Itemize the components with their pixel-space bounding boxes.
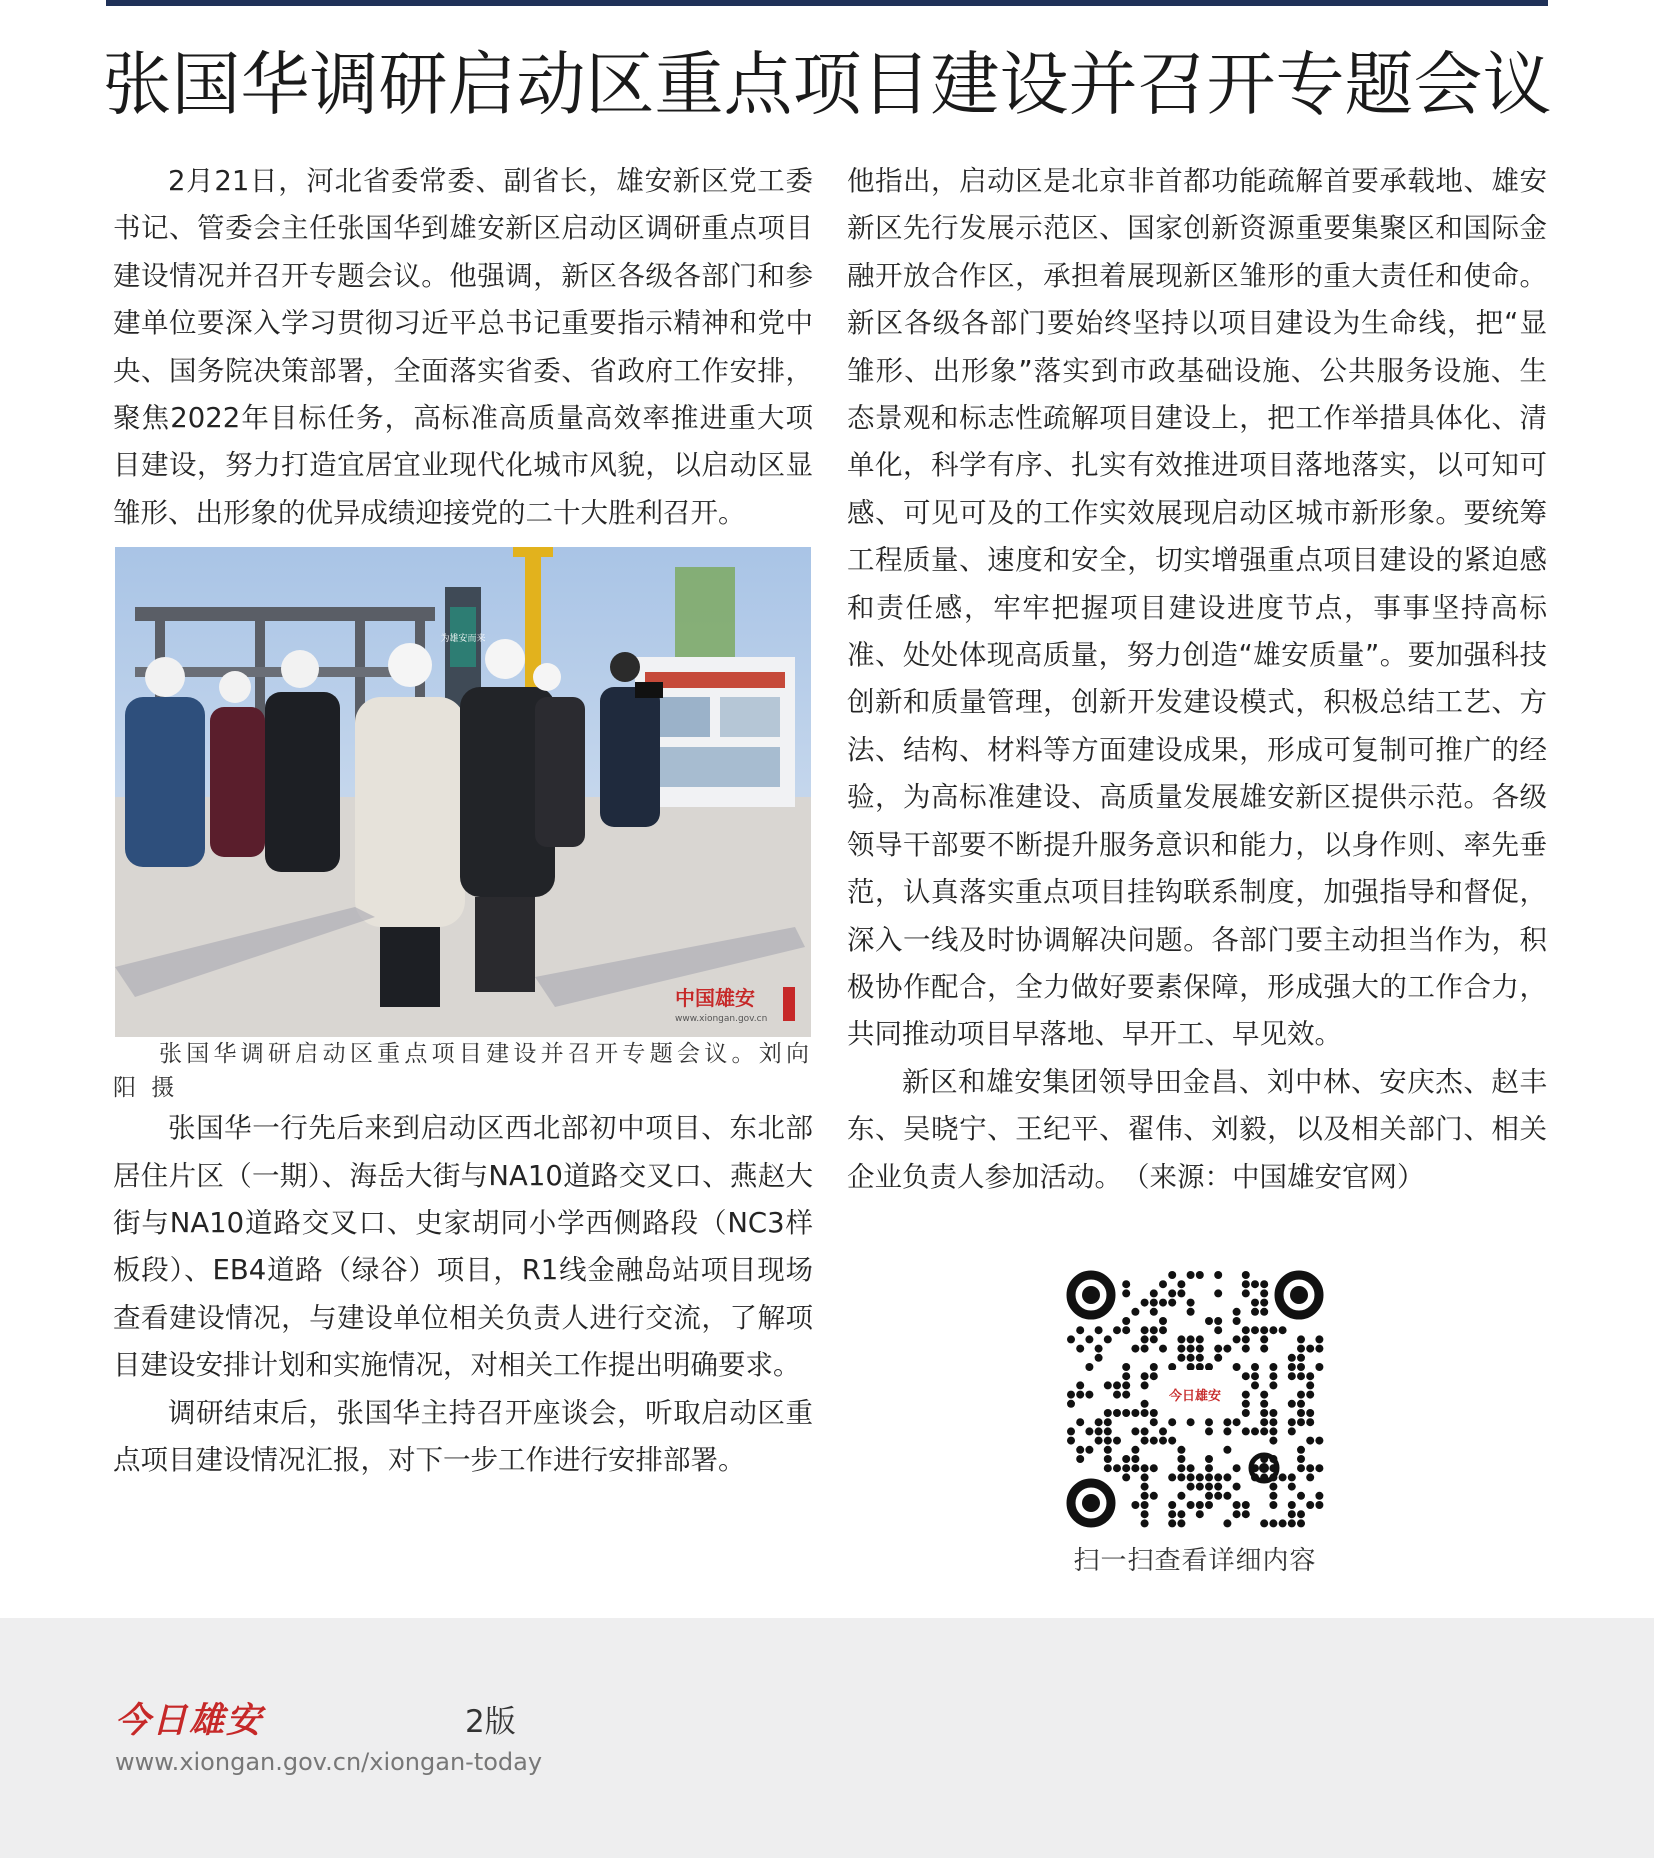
qr-dot (1168, 1299, 1176, 1307)
qr-dot (1141, 1510, 1149, 1518)
qr-dot (1223, 1446, 1231, 1454)
qr-dot (1150, 1464, 1158, 1472)
qr-dot (1214, 1473, 1222, 1481)
qr-dot (1288, 1519, 1296, 1527)
qr-center-logo: 今日雄安 (1168, 1389, 1222, 1404)
qr-dot (1288, 1354, 1296, 1362)
qr-dot (1095, 1418, 1103, 1426)
page-number: 2版 (465, 1704, 516, 1740)
qr-dot (1177, 1455, 1185, 1463)
qr-dot (1177, 1446, 1185, 1454)
qr-dot (1214, 1483, 1222, 1491)
qr-dot (1150, 1326, 1158, 1334)
qr-dot (1141, 1437, 1149, 1445)
qr-dot (1085, 1446, 1093, 1454)
qr-dot (1214, 1354, 1222, 1362)
qr-dot (1131, 1446, 1139, 1454)
qr-dot (1251, 1427, 1259, 1435)
qr-dot (1141, 1400, 1149, 1408)
qr-dot (1297, 1409, 1305, 1417)
qr-dot (1085, 1427, 1093, 1435)
qr-dot (1223, 1427, 1231, 1435)
qr-dot (1242, 1335, 1250, 1343)
qr-dot (1214, 1345, 1222, 1353)
qr-dot (1260, 1418, 1268, 1426)
footer-url[interactable]: www.xiongan.gov.cn/xiongan-today (115, 1748, 543, 1776)
qr-dot (1141, 1299, 1149, 1307)
qr-dot (1269, 1437, 1277, 1445)
qr-dot (1177, 1473, 1185, 1481)
qr-dot (1168, 1519, 1176, 1527)
article-headline: 张国华调研启动区重点项目建设并召开专题会议 (102, 45, 1552, 125)
qr-dot (1196, 1354, 1204, 1362)
qr-dot (1196, 1345, 1204, 1353)
qr-dot (1196, 1510, 1204, 1518)
qr-dot (1159, 1326, 1167, 1334)
qr-dot (1315, 1363, 1323, 1371)
qr-dot (1141, 1427, 1149, 1435)
qr-dot (1122, 1473, 1130, 1481)
qr-dot (1205, 1455, 1213, 1463)
photo-illustration (115, 547, 811, 1037)
qr-dot (1122, 1381, 1130, 1389)
qr-dot (1150, 1409, 1158, 1417)
qr-dot (1141, 1473, 1149, 1481)
qr-dot (1187, 1418, 1195, 1426)
qr-dot (1288, 1372, 1296, 1380)
qr-dot (1205, 1473, 1213, 1481)
qr-dot (1233, 1363, 1241, 1371)
qr-dot (1159, 1437, 1167, 1445)
article-paragraph: 他指出，启动区是北京非首都功能疏解首要承载地、雄安新区先行发展示范区、国家创新资源重要集聚区和国际金融开放合作区，承担着展现新区雏形的重大责任和使命。新区各级各部门要始终坚持以项目建设为生命线，把“显雏形、出形象”落实到市政基础设施、公共服务设施、生态景观和标志性疏解项目建设上，把工作举措具体化、清单化，科学有序、扎实有效推进项目落地落实，以可知可感、可见可及的工作实效展现启动区城市新形象。要统筹工程质量、速度和安全，切实增强重点项目建设的紧迫感和责任感，牢牢把握项目建设进度节点，事事坚持高标准、处处体现高质量，努力创造“雄安质量”。要加强科技创新和质量管理，创新开发建设模式，积极总结工艺、方法、结构、材料等方面建设成果，形成可复制可推广的经验，为高标准建设、高质量发展雄安新区提供示范。各级领导干部要不断提升服务意识和能力，以身作则、率先垂范，认真落实重点项目挂钩联系制度，加强指导和督促，深入一线及时协调解决问题。各部门要主动担当作为，积极协作配合，全力做好要素保障，形成强大的工作合力，共同推动项目早落地、早开工、早见效。 (847, 165, 1547, 1051)
qr-dot (1141, 1326, 1149, 1334)
qr-dot (1269, 1418, 1277, 1426)
qr-dot (1076, 1446, 1084, 1454)
qr-dot (1205, 1418, 1213, 1426)
qr-dot (1233, 1510, 1241, 1518)
qr-dot (1297, 1400, 1305, 1408)
qr-dot (1260, 1289, 1268, 1297)
qr-dot (1260, 1335, 1268, 1343)
qr-dot (1122, 1363, 1130, 1371)
qr-dot (1131, 1308, 1139, 1316)
qr-dot (1141, 1409, 1149, 1417)
photo-sign-text: 为雄安而来 (440, 634, 486, 645)
qr-dot (1242, 1391, 1250, 1399)
qr-dot (1288, 1363, 1296, 1371)
qr-dot (1288, 1510, 1296, 1518)
qr-dot (1076, 1345, 1084, 1353)
qr-dot (1177, 1464, 1185, 1472)
qr-dot (1113, 1391, 1121, 1399)
qr-dot (1150, 1492, 1158, 1500)
qr-dot (1279, 1473, 1287, 1481)
qr-dot (1288, 1427, 1296, 1435)
qr-dot (1187, 1271, 1195, 1279)
qr-dot (1159, 1345, 1167, 1353)
qr-dot (1315, 1501, 1323, 1509)
qr-dot (1251, 1299, 1259, 1307)
qr-dot (1269, 1326, 1277, 1334)
qr-dot (1159, 1427, 1167, 1435)
photo-seal (783, 987, 795, 1021)
top-rule (106, 0, 1548, 6)
qr-dot (1122, 1464, 1130, 1472)
qr-dot (1269, 1372, 1277, 1380)
qr-dot (1297, 1363, 1305, 1371)
qr-dot (1113, 1326, 1121, 1334)
qr-dot (1150, 1335, 1158, 1343)
qr-dot (1242, 1510, 1250, 1518)
qr-dot (1104, 1437, 1112, 1445)
photo-caption: 张国华调研启动区重点项目建设并召开专题会议。刘向阳 摄 (113, 1041, 813, 1102)
qr-dot (1233, 1317, 1241, 1325)
qr-dot (1131, 1455, 1139, 1463)
qr-dot (1159, 1299, 1167, 1307)
qr-dot (1260, 1400, 1268, 1408)
qr-dot (1297, 1464, 1305, 1472)
qr-dot (1288, 1418, 1296, 1426)
qr-dot (1131, 1409, 1139, 1417)
qr-dot (1177, 1289, 1185, 1297)
qr-dot (1187, 1464, 1195, 1472)
qr-dot (1233, 1308, 1241, 1316)
qr-dot (1260, 1280, 1268, 1288)
qr-dot (1141, 1492, 1149, 1500)
qr-dot (1260, 1427, 1268, 1435)
qr-dot (1095, 1427, 1103, 1435)
qr-dot (1297, 1372, 1305, 1380)
qr-dot (1095, 1345, 1103, 1353)
qr-dot (1269, 1363, 1277, 1371)
qr-dot (1122, 1280, 1130, 1288)
qr-dot (1306, 1437, 1314, 1445)
qr-dot (1306, 1345, 1314, 1353)
qr-dot (1260, 1345, 1268, 1353)
qr-dot (1242, 1409, 1250, 1417)
qr-dot (1260, 1326, 1268, 1334)
qr-dot (1260, 1409, 1268, 1417)
qr-dot (1269, 1492, 1277, 1500)
qr-dot (1242, 1271, 1250, 1279)
article-paragraph: 调研结束后，张国华主持召开座谈会，听取启动区重点项目建设情况汇报，对下一步工作进行安排部署。 (113, 1396, 813, 1477)
qr-dot (1315, 1335, 1323, 1343)
qr-dot (1104, 1418, 1112, 1426)
qr-dot (1306, 1473, 1314, 1481)
qr-dot (1288, 1400, 1296, 1408)
qr-dot (1233, 1418, 1241, 1426)
qr-dot (1150, 1437, 1158, 1445)
qr-dot (1251, 1363, 1259, 1371)
qr-dot (1260, 1391, 1268, 1399)
qr-dot (1187, 1354, 1195, 1362)
qr-label: 扫一扫查看详细内容 (1073, 1546, 1317, 1576)
qr-dot (1223, 1519, 1231, 1527)
qr-dot (1205, 1501, 1213, 1509)
qr-dot (1131, 1501, 1139, 1509)
qr-dot (1233, 1501, 1241, 1509)
qr-dot (1251, 1381, 1259, 1389)
qr-dot (1168, 1510, 1176, 1518)
qr-dot (1269, 1501, 1277, 1509)
qr-dot (1187, 1308, 1195, 1316)
qr-dot (1196, 1271, 1204, 1279)
qr-dot (1187, 1473, 1195, 1481)
qr-dot (1104, 1409, 1112, 1417)
qr-dot (1131, 1345, 1139, 1353)
qr-dot (1113, 1381, 1121, 1389)
qr-dot (1251, 1326, 1259, 1334)
qr-dot (1122, 1391, 1130, 1399)
qr-dot (1223, 1418, 1231, 1426)
qr-dot (1085, 1335, 1093, 1343)
qr-dot (1297, 1418, 1305, 1426)
qr-dot (1297, 1391, 1305, 1399)
qr-dot (1076, 1326, 1084, 1334)
qr-dot (1141, 1381, 1149, 1389)
qr-dot (1076, 1455, 1084, 1463)
qr-dot (1067, 1427, 1075, 1435)
qr-dot (1067, 1335, 1075, 1343)
qr-dot (1150, 1289, 1158, 1297)
qr-dot (1168, 1271, 1176, 1279)
qr-dot (1196, 1483, 1204, 1491)
qr-dot (1306, 1381, 1314, 1389)
qr-dot (1150, 1299, 1158, 1307)
qr-dot (1187, 1335, 1195, 1343)
qr-dot (1315, 1492, 1323, 1500)
qr-dot (1150, 1308, 1158, 1316)
qr-dot (1177, 1510, 1185, 1518)
qr-dot (1251, 1280, 1259, 1288)
qr-dot (1085, 1363, 1093, 1371)
left-column (113, 158, 813, 1485)
qr-dot (1260, 1308, 1268, 1316)
qr-dot (1187, 1483, 1195, 1491)
qr-dot (1187, 1345, 1195, 1353)
qr-dot (1196, 1363, 1204, 1371)
qr-dot (1104, 1446, 1112, 1454)
qr-dot (1251, 1372, 1259, 1380)
qr-dot (1297, 1510, 1305, 1518)
qr-dot (1242, 1372, 1250, 1380)
qr-dot (1297, 1455, 1305, 1463)
qr-dot (1297, 1335, 1305, 1343)
qr-dot (1168, 1501, 1176, 1509)
qr-dot (1141, 1483, 1149, 1491)
qr-dot (1122, 1455, 1130, 1463)
article-paragraph: 张国华一行先后来到启动区西北部初中项目、东北部居住片区（一期）、海岳大街与NA10道路交叉口、燕赵大街与NA10道路交叉口、史家胡同小学西侧路段（NC3样板段）、EB4道路（绿谷）项目，R1线金融岛站项目现场查看建设情况，与建设单位相关负责人进行交流，了解项目建设安排计划和实施情况，对相关工作提出明确要求。 (113, 1112, 813, 1382)
qr-dot (1168, 1289, 1176, 1297)
qr-dot (1297, 1446, 1305, 1454)
qr-dot (1306, 1418, 1314, 1426)
qr-dot (1196, 1501, 1204, 1509)
qr-dot (1279, 1326, 1287, 1334)
qr-dot (1269, 1519, 1277, 1527)
qr-dot (1141, 1345, 1149, 1353)
qr-dot (1205, 1427, 1213, 1435)
article-paragraph: 新区和雄安集团领导田金昌、刘中林、安庆杰、赵丰东、吴晓宁、王纪平、翟伟、刘毅，以及相关部门、相关企业负责人参加活动。 （来源：中国雄安官网） (847, 1065, 1547, 1193)
qr-dot (1141, 1501, 1149, 1509)
qr-dot (1104, 1381, 1112, 1389)
qr-dot (1205, 1317, 1213, 1325)
qr-dot (1315, 1345, 1323, 1353)
qr-dot (1187, 1363, 1195, 1371)
qr-dot (1168, 1437, 1176, 1445)
qr-dot (1242, 1427, 1250, 1435)
qr-dot (1205, 1483, 1213, 1491)
qr-dot (1242, 1501, 1250, 1509)
qr-dot (1242, 1326, 1250, 1334)
qr-dot (1196, 1335, 1204, 1343)
qr-dot (1141, 1464, 1149, 1472)
qr-dot (1122, 1372, 1130, 1380)
qr-dot (1306, 1372, 1314, 1380)
qr-dot (1141, 1372, 1149, 1380)
qr-dot (1205, 1363, 1213, 1371)
qr-dot (1223, 1473, 1231, 1481)
qr-dot (1122, 1289, 1130, 1297)
qr-dot (1223, 1492, 1231, 1500)
qr-dot (1251, 1308, 1259, 1316)
qr-code-block[interactable] (1060, 1270, 1330, 1577)
qr-dot (1168, 1473, 1176, 1481)
qr-dot (1288, 1473, 1296, 1481)
qr-dot (1150, 1372, 1158, 1380)
qr-dot (1159, 1317, 1167, 1325)
qr-dot (1214, 1326, 1222, 1334)
qr-dot (1113, 1409, 1121, 1417)
qr-dot (1269, 1427, 1277, 1435)
qr-dot (1306, 1501, 1314, 1509)
qr-dot (1205, 1492, 1213, 1500)
qr-dot (1196, 1473, 1204, 1481)
qr-dot (1113, 1437, 1121, 1445)
qr-dot (1306, 1409, 1314, 1417)
qr-dot (1214, 1492, 1222, 1500)
qr-dot (1095, 1354, 1103, 1362)
qr-dot (1104, 1455, 1112, 1463)
qr-dot (1076, 1381, 1084, 1389)
qr-dot (1269, 1483, 1277, 1491)
qr-dot (1187, 1501, 1195, 1509)
qr-dot (1122, 1409, 1130, 1417)
qr-dot (1242, 1345, 1250, 1353)
qr-dot (1279, 1519, 1287, 1527)
article-paragraph: 2月21日，河北省委常委、副省长，雄安新区党工委书记、管委会主任张国华到雄安新区启动区调研重点项目建设情况并召开专题会议。他强调，新区各级各部门和参建单位要深入学习贯彻习近平总书记重要指示精神和党中央、国务院决策部署，全面落实省委、省政府工作安排，聚焦2022年目标任务，高标准高质量高效率推进重大项目建设，努力打造宜居宜业现代化城市风貌，以启动区显雏形、出形象的优异成绩迎接党的二十大胜利召开。 (113, 165, 813, 529)
qr-dot (1233, 1335, 1241, 1343)
qr-dot (1288, 1483, 1296, 1491)
qr-dot (1288, 1501, 1296, 1509)
qr-dot (1297, 1519, 1305, 1527)
photo-watermark: 中国雄安 (675, 986, 755, 1011)
qr-dot (1177, 1345, 1185, 1353)
qr-dot (1177, 1280, 1185, 1288)
qr-dot (1297, 1492, 1305, 1500)
qr-dot (1223, 1345, 1231, 1353)
qr-dot (1095, 1326, 1103, 1334)
qr-dot (1131, 1427, 1139, 1435)
qr-dot (1242, 1289, 1250, 1297)
qr-dot (1233, 1464, 1241, 1472)
qr-dot (1085, 1391, 1093, 1399)
qr-dot (1242, 1400, 1250, 1408)
qr-dot (1205, 1464, 1213, 1472)
qr-dot (1076, 1391, 1084, 1399)
qr-dot (1242, 1280, 1250, 1288)
qr-dot (1122, 1326, 1130, 1334)
qr-dot (1076, 1418, 1084, 1426)
qr-dot (1233, 1483, 1241, 1491)
qr-dot (1306, 1391, 1314, 1399)
qr-dot (1067, 1400, 1075, 1408)
qr-dot (1177, 1335, 1185, 1343)
qr-dot (1095, 1437, 1103, 1445)
qr-dot (1113, 1464, 1121, 1472)
qr-dot (1260, 1299, 1268, 1307)
page-footer (0, 1618, 1654, 1858)
qr-dot (1141, 1335, 1149, 1343)
qr-code[interactable] (1066, 1270, 1324, 1528)
qr-dot (1131, 1464, 1139, 1472)
qr-dot (1214, 1317, 1222, 1325)
qr-dot (1306, 1464, 1314, 1472)
qr-dot (1150, 1363, 1158, 1371)
article-photo (115, 547, 811, 1037)
qr-dot (1168, 1418, 1176, 1426)
qr-dot (1159, 1280, 1167, 1288)
photo-watermark-url: www.xiongan.gov.cn (675, 1014, 768, 1025)
footer-logo: 今日雄安 (115, 1700, 264, 1741)
right-column (847, 158, 1547, 1201)
qr-dot (1067, 1391, 1075, 1399)
qr-dot (1269, 1409, 1277, 1417)
qr-dot (1187, 1299, 1195, 1307)
qr-dot (1297, 1354, 1305, 1362)
qr-dot (1104, 1335, 1112, 1343)
qr-dot (1067, 1437, 1075, 1445)
qr-dot (1104, 1427, 1112, 1435)
qr-dot (1297, 1345, 1305, 1353)
qr-dot (1177, 1492, 1185, 1500)
qr-dot (1122, 1317, 1130, 1325)
qr-dot (1214, 1289, 1222, 1297)
qr-dot (1260, 1519, 1268, 1527)
qr-dot (1315, 1464, 1323, 1472)
qr-dot (1104, 1464, 1112, 1472)
qr-dot (1214, 1271, 1222, 1279)
qr-dot (1177, 1519, 1185, 1527)
qr-dot (1177, 1354, 1185, 1362)
qr-dot (1269, 1381, 1277, 1389)
qr-dot (1150, 1418, 1158, 1426)
qr-dot (1315, 1437, 1323, 1445)
qr-dot (1168, 1363, 1176, 1371)
qr-dot (1141, 1519, 1149, 1527)
